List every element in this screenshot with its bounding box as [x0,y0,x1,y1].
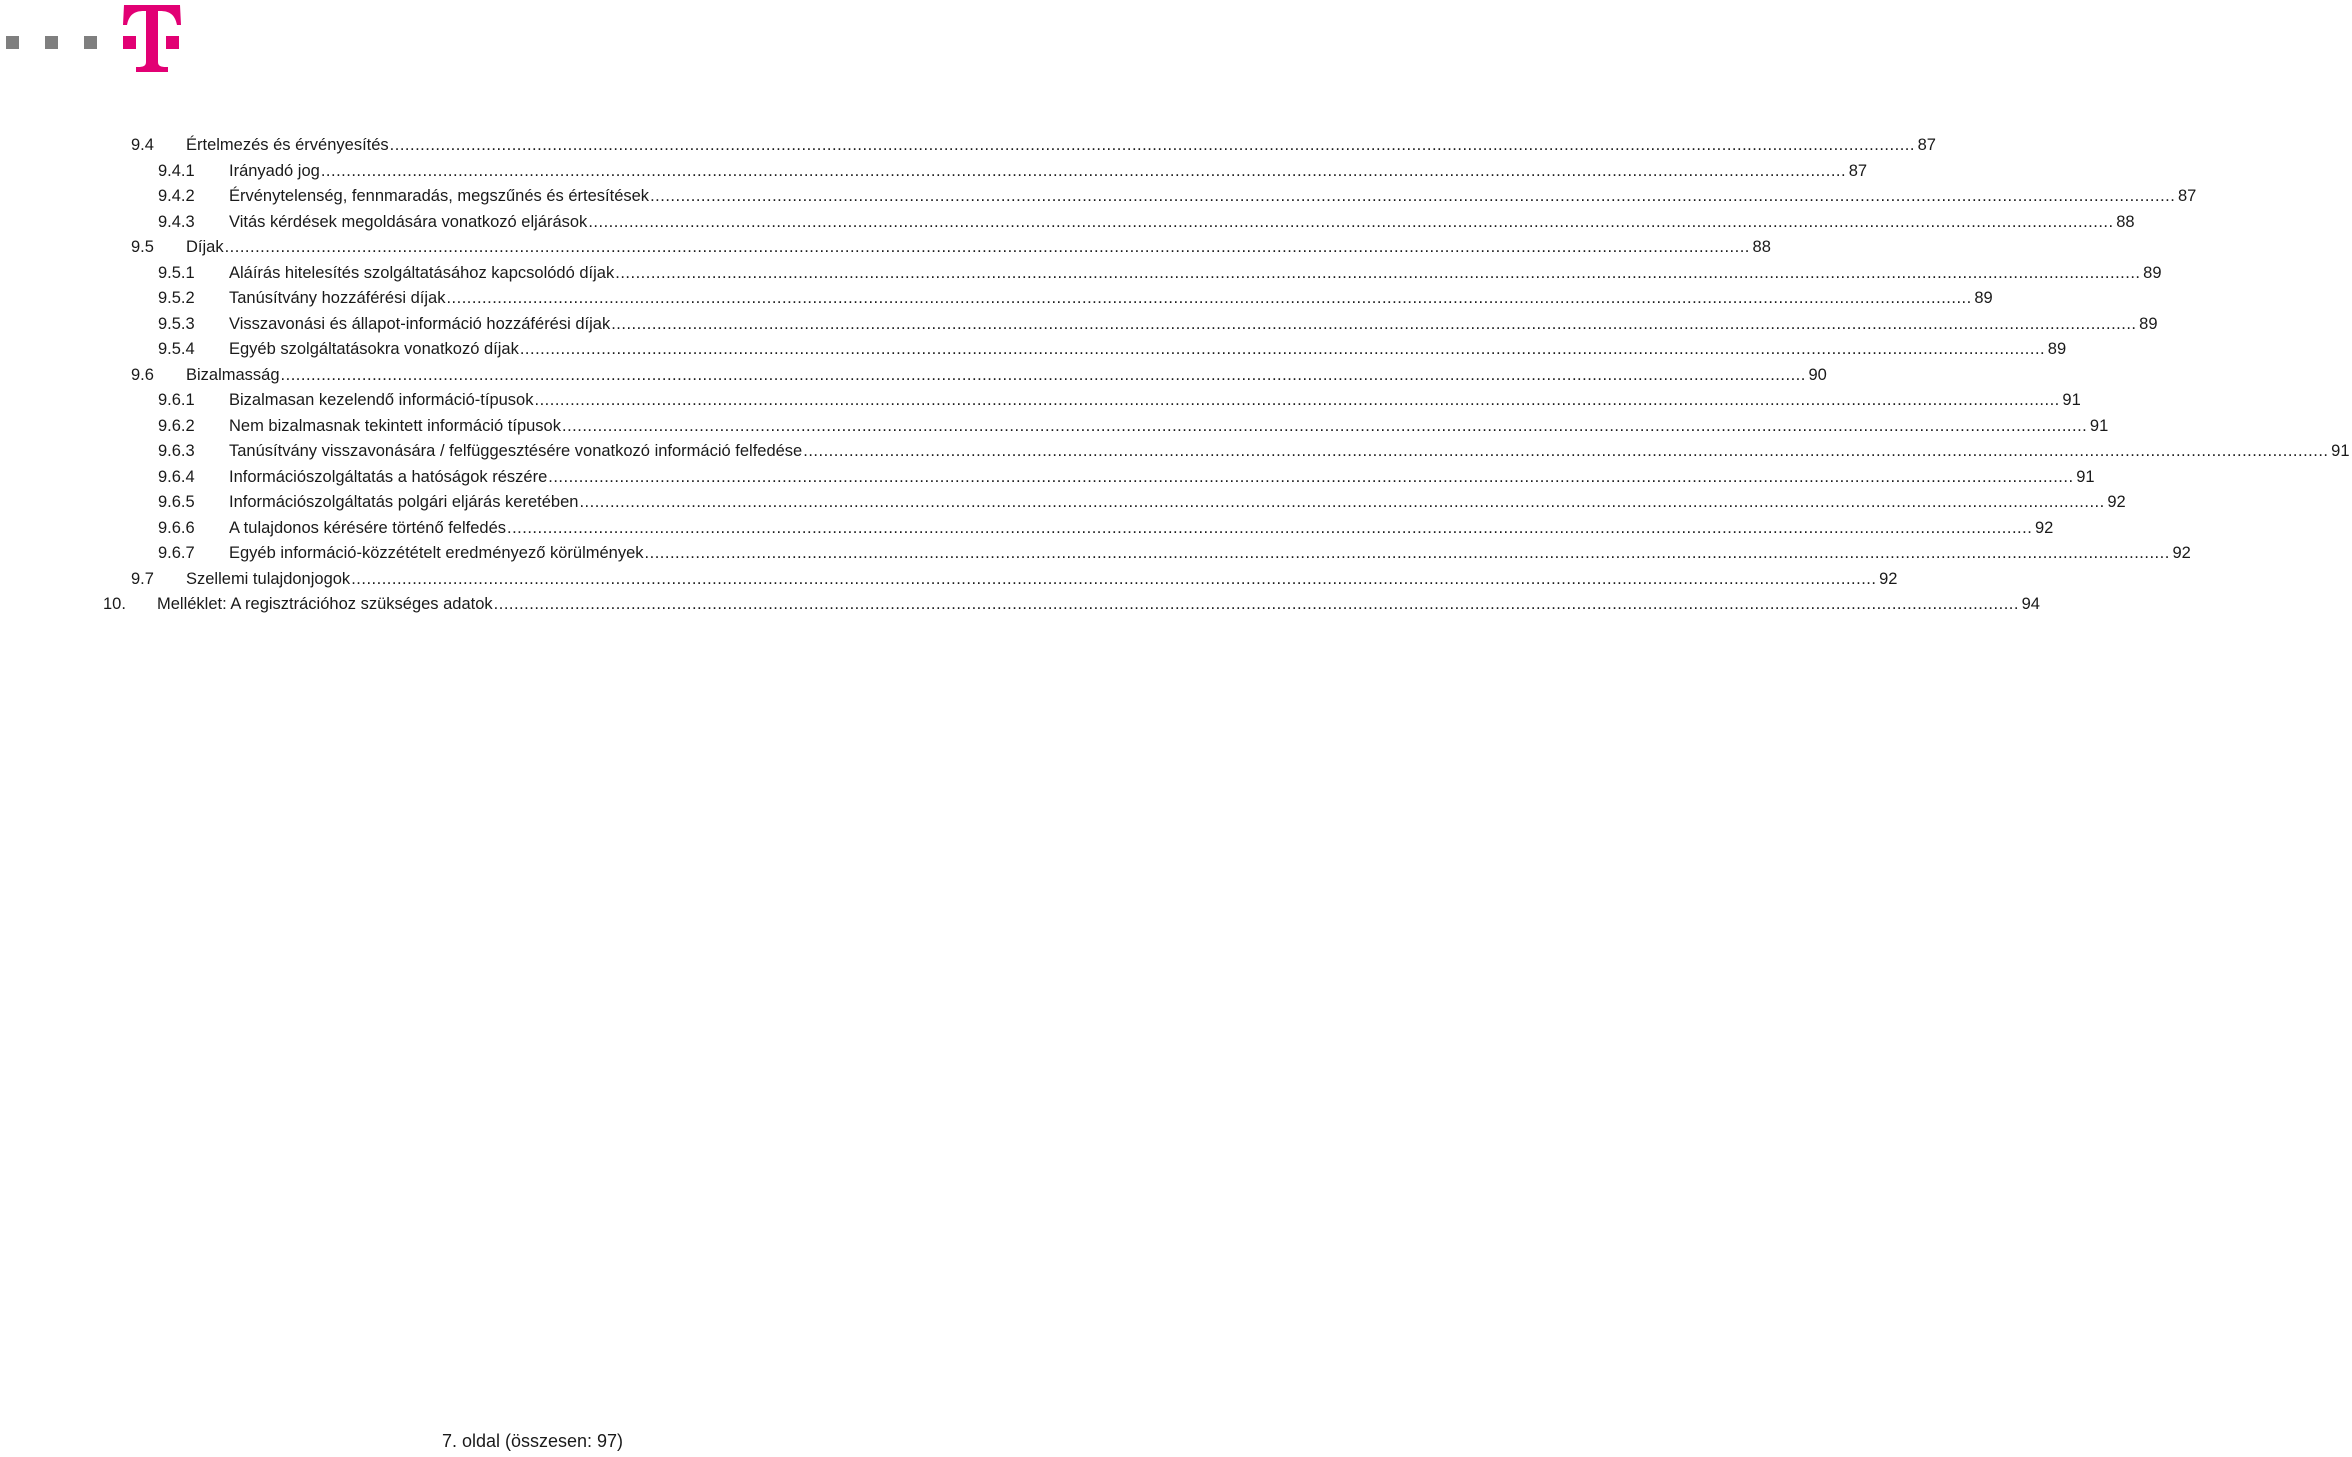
toc-entry-number: 9.6.2 [158,416,195,435]
toc-entry-number: 9.4 [131,136,154,154]
toc-entry-title: Értelmezés és érvényesítés [186,136,389,154]
toc-entry-number: 9.5.3 [158,314,195,333]
logo-square-2 [45,36,58,49]
toc-dot-leader: ............................................................................................................................................................................................................................................................................................................ [650,187,2176,205]
toc-entry-number: 9.5.2 [158,289,195,307]
toc-entry-page: 89 [1974,289,1993,307]
logo-square-1 [6,36,19,49]
toc-dot-leader: ............................................................................................................................................................................................................................................................................................................ [493,595,2019,613]
toc-entry[interactable] [0,490,2126,516]
toc-entry-page: 92 [1879,569,1898,588]
toc-entry[interactable] [0,541,2191,567]
toc-dot-leader: ............................................................................................................................................................................................................................................................................................................ [320,161,1847,180]
toc-entry-title: Szellemi tulajdonjogok [186,569,351,588]
toc-entry-title: Egyéb információ-közzétételt eredményező körülmények [229,544,644,562]
toc-entry-page: 91 [2076,467,2095,486]
toc-entry[interactable] [0,159,1868,185]
toc-entry-page: 94 [2021,595,2040,613]
toc-entry-number: 9.5.1 [158,263,195,282]
toc-dot-leader: ............................................................................................................................................................................................................................................................................................................ [579,493,2105,511]
toc-entry-title: Nem bizalmasnak tekintett információ típusok [229,416,561,435]
toc-entry[interactable] [0,337,2067,363]
toc-entry-page: 90 [1808,365,1827,384]
toc-dot-leader: ............................................................................................................................................................................................................................................................................................................ [534,391,2060,409]
toc-entry-number: 10. [103,595,126,613]
toc-entry[interactable] [0,592,2040,618]
toc-dot-leader: ............................................................................................................................................................................................................................................................................................................ [507,518,2033,537]
toc-entry-title: Melléklet: A regisztrációhoz szükséges adatok [157,595,493,613]
toc-entry-number: 9.4.2 [158,187,195,205]
page-footer [0,1431,960,1452]
toc-entry[interactable] [0,133,1936,159]
toc-entry[interactable] [0,414,2109,440]
toc-entry-title: Érvénytelenség, fennmaradás, megszűnés és értesítések [229,187,650,205]
toc-entry[interactable] [0,388,2081,414]
toc-entry-title: Visszavonási és állapot-információ hozzáférési díjak [229,314,611,333]
logo-square-4 [123,36,136,49]
toc-dot-leader: ............................................................................................................................................................................................................................................................................................................ [615,263,2141,282]
toc-entry-number: 9.7 [131,569,154,588]
page-number-label: 7. oldal (összesen: 97) [441,1431,624,1451]
toc-entry-title: A tulajdonos kérésére történő felfedés [229,518,507,537]
toc-entry-number: 9.6.4 [158,467,195,486]
toc-entry-number: 9.4.3 [158,212,195,231]
toc-entry-page: 91 [2062,391,2081,409]
toc-entry[interactable] [0,516,2054,542]
toc-dot-leader: ............................................................................................................................................................................................................................................................................................................ [280,365,1806,384]
toc-entry-title: Bizalmasság [186,365,280,384]
toc-entry-page: 89 [2143,263,2162,282]
toc-entry-page: 91 [2331,442,2350,460]
toc-entry[interactable] [0,261,2162,287]
toc-entry-title: Irányadó jog [229,161,320,180]
toc-entry-title: Információszolgáltatás a hatóságok részére [229,467,548,486]
toc-dot-leader: ............................................................................................................................................................................................................................................................................................................ [351,569,1877,588]
toc-dot-leader: ............................................................................................................................................................................................................................................................................................................ [644,544,2170,562]
toc-entry-number: 9.4.1 [158,161,195,180]
toc-entry[interactable] [0,465,2095,491]
logo-square-3 [84,36,97,49]
toc-entry-title: Vitás kérdések megoldására vonatkozó eljárások [229,212,588,231]
toc-entry-title: Bizalmasan kezelendő információ-típusok [229,391,534,409]
toc-dot-leader: ............................................................................................................................................................................................................................................................................................................ [611,314,2137,333]
toc-entry[interactable] [0,567,1898,593]
toc-entry-number: 9.6 [131,365,154,384]
logo-square-5 [166,36,179,49]
toc-dot-leader: ............................................................................................................................................................................................................................................................................................................ [389,136,1915,154]
toc-entry-title: Egyéb szolgáltatásokra vonatkozó díjak [229,340,519,358]
toc-entry[interactable] [0,210,2135,236]
toc-entry-page: 88 [1752,238,1771,256]
toc-dot-leader: ............................................................................................................................................................................................................................................................................................................ [588,212,2114,231]
toc-entry[interactable] [0,235,1771,261]
telekom-logo [0,0,200,80]
toc-entry-title: Aláírás hitelesítés szolgáltatásához kapcsolódó díjak [229,263,615,282]
toc-entry-title: Tanúsítvány visszavonására / felfüggesztésére vonatkozó információ felfedése [229,442,803,460]
toc-entry-number: 9.6.3 [158,442,195,460]
toc-entry[interactable] [0,184,2197,210]
toc-entry-title: Díjak [186,238,224,256]
toc-dot-leader: ............................................................................................................................................................................................................................................................................................................ [561,416,2088,435]
toc-entry-page: 87 [1848,161,1868,180]
toc-entry[interactable] [0,439,2350,465]
toc-entry-page: 92 [2107,493,2126,511]
toc-dot-leader: ............................................................................................................................................................................................................................................................................................................ [224,238,1750,256]
toc-entry-page: 91 [2089,416,2109,435]
toc-dot-leader: ............................................................................................................................................................................................................................................................................................................ [548,467,2074,486]
toc-dot-leader: ............................................................................................................................................................................................................................................................................................................ [519,340,2046,358]
toc-entry-number: 9.6.6 [158,518,195,537]
table-of-contents [0,133,2350,618]
toc-entry-title: Információszolgáltatás polgári eljárás keretében [229,493,579,511]
toc-entry-number: 9.6.1 [158,391,195,409]
toc-entry-number: 9.6.7 [158,544,195,562]
toc-entry-page: 88 [2116,212,2135,231]
toc-entry-page: 87 [2177,187,2197,205]
toc-entry-page: 92 [2034,518,2054,537]
toc-entry-number: 9.5.4 [158,340,195,358]
toc-entry-title: Tanúsítvány hozzáférési díjak [229,289,446,307]
toc-entry-page: 89 [2139,314,2158,333]
toc-entry-number: 9.5 [131,238,154,256]
toc-entry[interactable] [0,286,1993,312]
toc-entry-page: 92 [2172,544,2191,562]
toc-entry-number: 9.6.5 [158,493,195,511]
toc-entry[interactable] [0,312,2158,338]
toc-entry-page: 89 [2047,340,2067,358]
toc-entry[interactable] [0,363,1827,389]
toc-entry-page: 87 [1917,136,1936,154]
toc-dot-leader: ............................................................................................................................................................................................................................................................................................................ [446,289,1972,307]
toc-dot-leader: ............................................................................................................................................................................................................................................................................................................ [803,442,2329,460]
